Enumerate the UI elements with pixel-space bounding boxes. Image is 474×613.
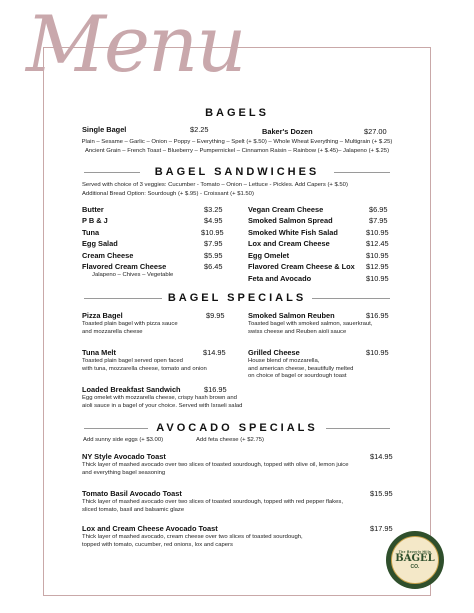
- sandwich-item-price: $10.95: [366, 251, 389, 260]
- sandwich-item-price: $4.95: [204, 216, 223, 225]
- special-item-name: Loaded Breakfast Sandwich: [82, 385, 181, 394]
- sandwich-item-price: $3.25: [204, 205, 223, 214]
- sandwich-item-price: $6.95: [369, 205, 388, 214]
- special-item-price: $16.95: [366, 311, 389, 320]
- avocado-item-name: Lox and Cream Cheese Avocado Toast: [82, 524, 218, 533]
- section-avocado-heading: AVOCADO SPECIALS: [156, 422, 318, 434]
- sandwich-item-price: $12.45: [366, 239, 389, 248]
- special-item-price: $14.95: [203, 348, 226, 357]
- brand-logo: [386, 531, 444, 589]
- sandwich-item-name: Egg Salad: [82, 239, 118, 248]
- brand-logo-inner: [391, 536, 439, 584]
- flavored-cream-cheese-options: Jalapeno – Chives – Vegetable: [92, 272, 174, 278]
- avocado-item-desc: Thick layer of mashed avocado over two slices of toasted sourdough, topped with olive oil, lemon juice and everything bagel seasoning: [82, 462, 349, 476]
- special-item-desc: Toasted plain bagel served open faced with tuna, mozzarella cheese, tomato and onion: [82, 358, 207, 372]
- divider-right: [334, 172, 390, 173]
- special-item-desc: House blend of mozzarella, and american cheese, beautifully melted on choice of bagel or sourdough toast: [248, 358, 354, 380]
- brand-logo-top-text: The Beverly Hills: [398, 550, 432, 554]
- sandwich-item-price: $10.95: [366, 274, 389, 283]
- special-item-desc: Egg omelet with mozzarella cheese, crispy hash brown and aioli sauce in a bagel of your choice. Served with Israeli salad: [82, 395, 243, 409]
- brand-logo-bottom-text: CO.: [410, 564, 420, 570]
- section-specials-heading: BAGEL SPECIALS: [167, 292, 307, 304]
- sandwich-item-name: Butter: [82, 205, 104, 214]
- special-item-price: $10.95: [366, 348, 389, 357]
- sandwich-item-name: Vegan Cream Cheese: [248, 205, 324, 214]
- avocado-item-name: NY Style Avocado Toast: [82, 452, 166, 461]
- special-item-desc: Toasted bagel with smoked salmon, sauerkraut, swiss cheese and Reuben aioli sauce: [248, 321, 373, 335]
- special-item-name: Smoked Salmon Reuben: [248, 311, 335, 320]
- sandwich-note-line2: Additional Bread Option: Sourdough (+ $.95) - Croissant (+ $1.50): [82, 191, 254, 197]
- avocado-item-name: Tomato Basil Avocado Toast: [82, 489, 182, 498]
- special-item-price: $16.95: [204, 385, 227, 394]
- sandwich-item-price: $6.45: [204, 262, 223, 271]
- sandwich-item-name: P B & J: [82, 216, 108, 225]
- bagel-flavors-line2: Ancient Grain – French Toast – Blueberry – Pumpernickel – Cinnamon Raisin – Rainbow (+ $.45)– Jalapeno (+ $.25): [84, 148, 390, 154]
- sandwich-item-name: Cream Cheese: [82, 251, 134, 260]
- avocado-item-desc: Thick layer of mashed avocado over two slices of toasted sourdough, topped with red pepper flakes, sliced tomato, basil and balsamic glaze: [82, 499, 343, 513]
- bakers-dozen-price: $27.00: [364, 127, 387, 136]
- divider-right: [326, 428, 390, 429]
- sandwich-item-price: $7.95: [369, 216, 388, 225]
- single-bagel-name: Single Bagel: [82, 125, 127, 134]
- section-sandwiches-heading: BAGEL SANDWICHES: [154, 166, 320, 178]
- single-bagel-price: $2.25: [190, 125, 209, 134]
- sandwich-item-price: $5.95: [204, 251, 223, 260]
- sandwich-item-name: Flavored Cream Cheese: [82, 262, 167, 271]
- sandwich-item-name: Egg Omelet: [248, 251, 290, 260]
- bakers-dozen-name: Baker's Dozen: [262, 127, 313, 136]
- section-bagels-heading: BAGELS: [205, 107, 269, 119]
- avocado-item-price: $17.95: [370, 524, 393, 533]
- sandwich-item-price: $12.95: [366, 262, 389, 271]
- special-item-name: Pizza Bagel: [82, 311, 123, 320]
- sandwich-note-line1: Served with choice of 3 veggies: Cucumber - Tomato – Onion – Lettuce - Pickles. Add Capers (+ $.50): [82, 182, 348, 188]
- sandwich-item-name: Flavored Cream Cheese & Lox: [248, 262, 355, 271]
- special-item-price: $9.95: [206, 311, 225, 320]
- brand-logo-main-text: BAGEL: [395, 553, 435, 564]
- avocado-item-price: $14.95: [370, 452, 393, 461]
- sandwich-item-price: $7.95: [204, 239, 223, 248]
- sandwich-item-price: $10.95: [201, 228, 224, 237]
- sandwich-item-name: Smoked Salmon Spread: [248, 216, 333, 225]
- special-item-name: Tuna Melt: [82, 348, 116, 357]
- bagel-flavors-line1: Plain – Sesame – Garlic – Onion – Poppy – Everything – Spelt (+ $.50) – Whole Wheat Everything – Multigrain (+ $.25): [81, 139, 393, 145]
- sandwich-item-name: Smoked White Fish Salad: [248, 228, 338, 237]
- sandwich-item-name: Lox and Cream Cheese: [248, 239, 330, 248]
- avocado-add-eggs: Add sunny side eggs (+ $3.00): [83, 437, 164, 443]
- special-item-name: Grilled Cheese: [248, 348, 300, 357]
- sandwich-item-price: $10.95: [366, 228, 389, 237]
- sandwich-item-name: Tuna: [82, 228, 100, 237]
- avocado-add-feta: Add feta cheese (+ $2.75): [196, 437, 264, 443]
- divider-right: [312, 298, 390, 299]
- menu-script-title: Menu: [26, 0, 245, 90]
- avocado-item-price: $15.95: [370, 489, 393, 498]
- sandwich-item-name: Feta and Avocado: [248, 274, 312, 283]
- special-item-desc: Toasted plain bagel with pizza sauce and mozzarella cheese: [82, 321, 178, 335]
- avocado-item-desc: Thick layer of mashed avocado, cream cheese over two slices of toasted sourdough, topped with tomato, cucumber, red onions, lox and capers: [82, 534, 303, 548]
